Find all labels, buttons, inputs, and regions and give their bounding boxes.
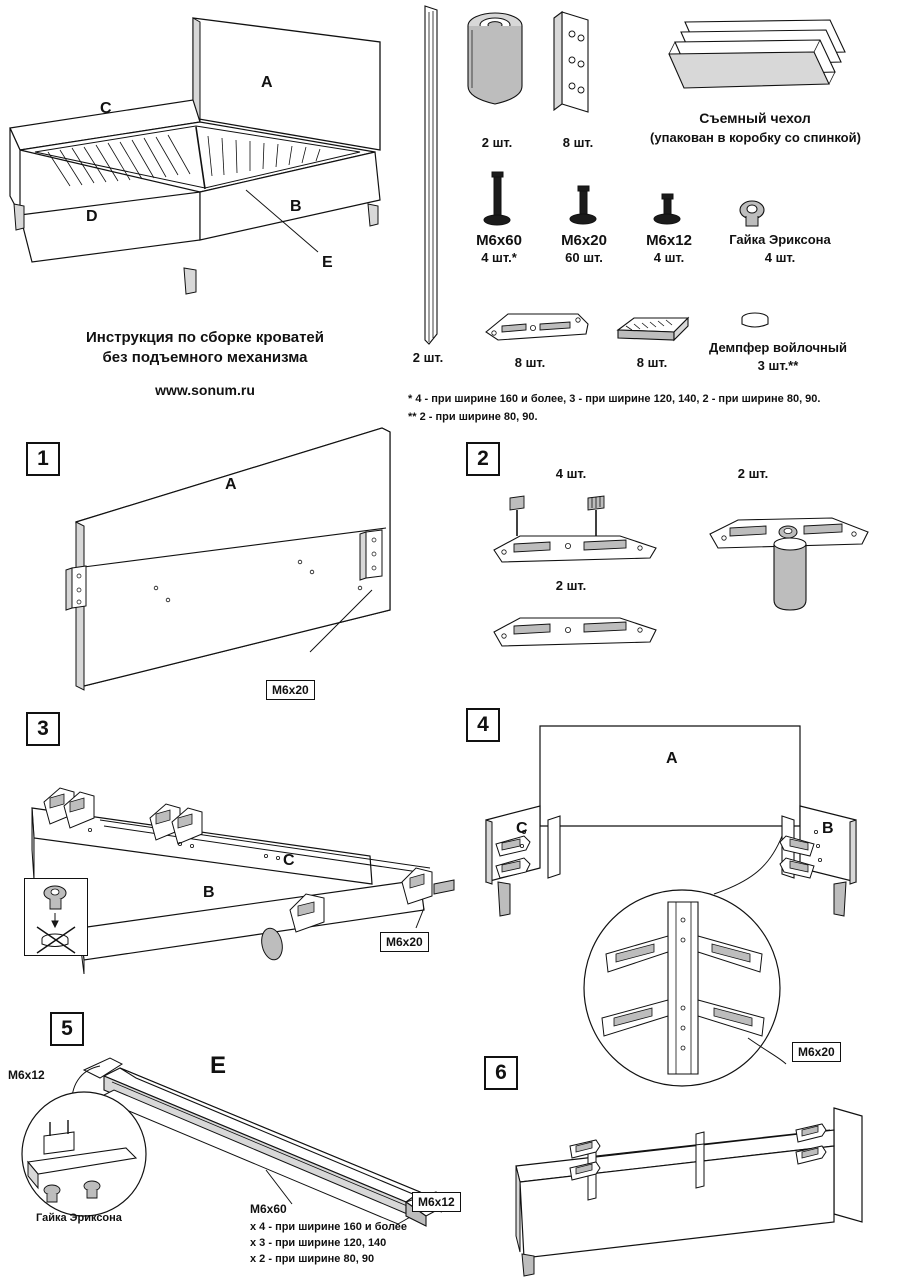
step-5-note-3: x 2 - при ширине 80, 90 <box>250 1253 375 1265</box>
document-title-line2: без подъемного механизма <box>102 349 308 367</box>
part-cover-name: Съемный чехол <box>699 110 811 126</box>
website-url: www.sonum.ru <box>155 382 255 398</box>
part-bolt-m6x20-code: M6x20 <box>561 232 607 249</box>
part-felt-name: Демпфер войлочный <box>709 340 847 355</box>
part-cover-illustration <box>655 12 855 117</box>
step-4-number: 4 <box>466 708 500 742</box>
step-5-callout-m6x12-right: M6x12 <box>412 1192 461 1212</box>
step-1-illustration <box>60 440 420 715</box>
part-bracket-illustration <box>478 302 598 353</box>
overview-label-e: E <box>322 254 333 271</box>
part-rail-qty: 2 шт. <box>412 350 444 365</box>
step-5-callout-m6x12-left: M6x12 <box>8 1068 45 1082</box>
part-corner-plate-illustration <box>548 8 608 123</box>
step-6-illustration <box>500 1102 890 1285</box>
part-bracket-qty: 8 шт. <box>514 355 546 370</box>
step-4-label-c: C <box>516 820 528 837</box>
overview-label-a: A <box>261 74 273 91</box>
step-5-number: 5 <box>50 1012 84 1046</box>
step-1-number: 1 <box>26 442 60 476</box>
step-5-note-1: x 4 - при ширине 160 и более <box>250 1221 408 1233</box>
part-rail-illustration <box>415 4 445 354</box>
step-3-label-c: C <box>283 852 295 869</box>
step-6-number: 6 <box>484 1056 518 1090</box>
part-bolt-m6x60-illustration <box>470 170 526 235</box>
part-leg-qty: 2 шт. <box>481 135 513 150</box>
step-3-label-b: B <box>203 884 215 901</box>
part-nut-illustration <box>722 196 782 237</box>
step-1-callout-m6x20: M6x20 <box>266 680 315 700</box>
overview-bed-illustration <box>0 0 400 320</box>
step-4-label-b: B <box>822 820 834 837</box>
part-cover-note: (упакован в коробку со спинкой) <box>650 130 861 145</box>
step-3-number: 3 <box>26 712 60 746</box>
part-felt-illustration <box>730 308 780 339</box>
step-2-qty-4: 4 шт. <box>555 466 587 481</box>
overview-label-b: B <box>290 198 302 215</box>
step-1-label-a: A <box>225 476 237 493</box>
step-4-label-a: A <box>666 750 678 767</box>
parts-footnote-1: * 4 - при ширине 160 и более, 3 - при ширине 120, 140, 2 - при ширине 80, 90. <box>408 393 821 405</box>
part-bolt-m6x20-qty: 60 шт. <box>565 250 603 265</box>
part-bolt-m6x12-code: M6x12 <box>646 232 692 249</box>
step-2-number: 2 <box>466 442 500 476</box>
step-3-callout-m6x20: M6x20 <box>380 932 429 952</box>
part-felt-qty: 3 шт.** <box>757 358 799 373</box>
part-corner-plate-qty: 8 шт. <box>562 135 594 150</box>
step-5-nut-label: Гайка Эриксона <box>36 1212 122 1224</box>
step-2-bracket-plain <box>480 604 670 669</box>
part-bolt-m6x60-qty: 4 шт.* <box>481 250 517 265</box>
document-title <box>40 328 370 369</box>
step-4-detail-circle <box>572 888 792 1093</box>
parts-footnote-2: ** 2 - при ширине 80, 90. <box>408 411 538 423</box>
step-2-bracket-with-bolts <box>480 492 670 577</box>
document-title-line1: Инструкция по сборке кроватей <box>86 329 324 346</box>
step-3-info-box <box>24 878 88 956</box>
part-leg-illustration <box>462 8 532 123</box>
part-bolt-m6x20-illustration <box>556 186 612 237</box>
part-nut-qty: 4 шт. <box>764 250 796 265</box>
part-nut-name: Гайка Эриксона <box>729 232 831 247</box>
step-5-callout-m6x60: M6x60 <box>250 1202 287 1216</box>
step-2-qty-2b: 2 шт. <box>555 578 587 593</box>
step-4-callout-m6x20: M6x20 <box>792 1042 841 1062</box>
step-5-note-2: x 3 - при ширине 120, 140 <box>250 1237 387 1249</box>
part-bolt-m6x12-qty: 4 шт. <box>653 250 685 265</box>
step-2-qty-2a: 2 шт. <box>737 466 769 481</box>
overview-label-d: D <box>86 208 98 225</box>
overview-label-c: C <box>100 100 112 117</box>
part-pad-qty: 8 шт. <box>636 355 668 370</box>
part-bolt-m6x60-code: M6x60 <box>476 232 522 249</box>
step-2-bracket-with-leg <box>700 492 880 627</box>
step-5-label-e: E <box>210 1052 227 1079</box>
